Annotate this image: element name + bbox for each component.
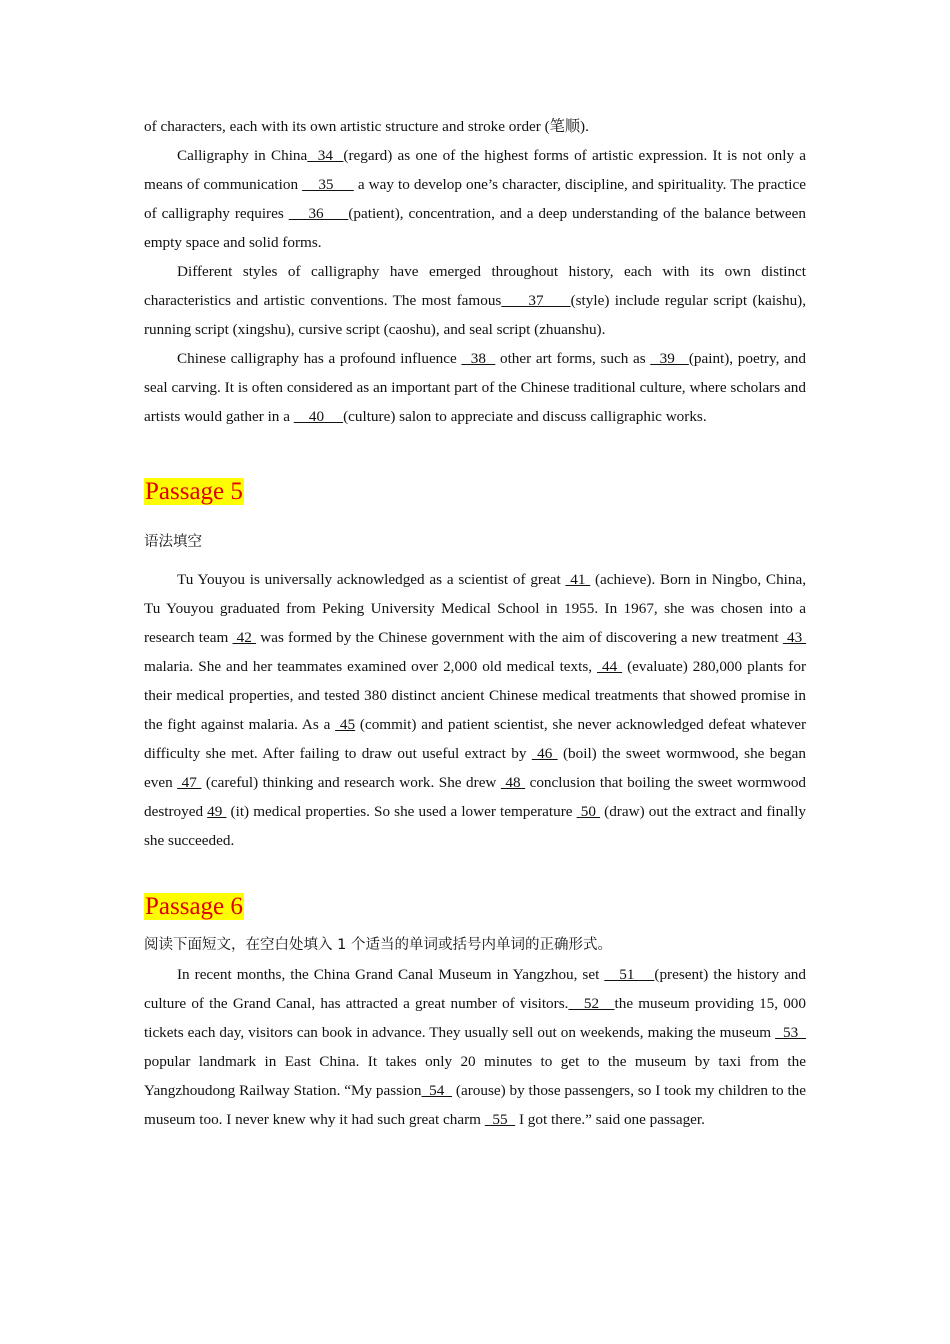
answer-blank: 54 [421, 1082, 453, 1099]
passage5-title: Passage 5 [145, 478, 243, 505]
answer-blank: 55 [484, 1111, 516, 1128]
paragraph-text: (evaluate) 280,000 plants for their medical properties, and tested 380 distinct ancient Chinese medical treatments that showed promise in the fight against malaria. As a [144, 658, 807, 733]
answer-blank: 42 [232, 629, 257, 646]
answer-blank: 47 [177, 774, 202, 791]
paragraph-text: (draw) out the extract and finally she succeeded. [144, 803, 807, 849]
answer-blank: 37 [501, 292, 571, 309]
passage6-instruction: 阅读下面短文，在空白处填入 1 个适当的单词或括号内单词的正确形式。 [144, 937, 612, 953]
answer-blank: 38 [461, 350, 496, 367]
paragraph-text: Chinese calligraphy has a profound influence [177, 350, 462, 367]
passage5-instruction: 语法填空 [144, 534, 202, 550]
paragraph-text: Calligraphy in China [177, 147, 308, 164]
paragraph-text: (style) include regular script (kaishu), running script (xingshu), cursive script (caoshu), and seal script (zhuanshu). [144, 292, 807, 338]
passage6-title: Passage 6 [145, 893, 243, 920]
paragraph-text: (commit) and patient scientist, she never acknowledged defeat whatever difficulty she met. After failing to draw out useful extract by [144, 716, 807, 762]
paragraph-text: (patient), concentration, and a deep understanding of the balance between empty space and solid forms. [144, 205, 807, 251]
passage4-paragraph-2 [144, 257, 806, 344]
passage5-paragraph-1 [144, 565, 806, 855]
answer-blank: 49 [207, 803, 227, 820]
answer-blank: 45 [335, 716, 356, 733]
passage4-paragraph-0 [144, 112, 806, 141]
answer-blank: 44 [597, 658, 623, 675]
paragraph-text: In recent months, the China Grand Canal Museum in Yangzhou, set [177, 966, 605, 983]
answer-blank: 35 [302, 176, 354, 193]
answer-blank: 40 [293, 408, 344, 425]
paragraph-text: of characters, each with its own artistic structure and stroke order (笔顺). [144, 118, 589, 135]
paragraph-text: (careful) thinking and research work. She drew [201, 774, 501, 791]
document-page [144, 112, 806, 1134]
answer-blank: 53 [775, 1024, 806, 1041]
paragraph-text: (achieve). Born in Ningbo, China, Tu Youyou graduated from Peking University Medical School in 1955. In 1967, she was chosen into a research team [144, 571, 807, 646]
passage6-paragraph-1 [144, 960, 806, 1134]
passage4-paragraph-1 [144, 141, 806, 257]
answer-blank: 36 [288, 205, 349, 222]
answer-blank: 41 [565, 571, 591, 588]
paragraph-text: (present) the history and culture of the Grand Canal, has attracted a great number of visitors. [144, 966, 806, 1012]
answer-blank: 51 [604, 966, 655, 983]
paragraph-text: was formed by the Chinese government with the aim of discovering a new treatment [256, 629, 783, 646]
paragraph-text: other art forms, such as [495, 350, 651, 367]
paragraph-text: (culture) salon to appreciate and discuss calligraphic works. [343, 408, 707, 425]
answer-blank: 39 [650, 350, 689, 367]
paragraph-text: (it) medical properties. So she used a lower temperature [226, 803, 577, 820]
answer-blank: 46 [531, 745, 558, 762]
paragraph-text: (regard) as one of the highest forms of artistic expression. It is not only a means of communication [144, 147, 807, 193]
paragraph-text: Different styles of calligraphy have emerged throughout history, each with its own distinct characteristics and artistic conventions. The most famous [144, 263, 806, 309]
paragraph-text: a way to develop one’s character, discipline, and spirituality. The practice of calligraphy requires [144, 176, 806, 222]
answer-blank: 43 [782, 629, 807, 646]
paragraph-text: malaria. She and her teammates examined over 2,000 old medical texts, [144, 658, 598, 675]
paragraph-text: popular landmark in East China. It takes only 20 minutes to get to the museum by taxi from the Yangzhoudong Railway Station. “My passion [144, 1053, 806, 1099]
answer-blank: 52 [568, 995, 615, 1012]
paragraph-text: (paint), poetry, and seal carving. It is often considered as an important part of the Chinese traditional culture, where scholars and artists would gather in a [144, 350, 806, 425]
passage4-paragraph-3 [144, 344, 806, 431]
paragraph-text: Tu Youyou is universally acknowledged as a scientist of great [177, 571, 566, 588]
paragraph-text: conclusion that boiling the sweet wormwood destroyed [144, 774, 807, 820]
paragraph-text: (boil) the sweet wormwood, she began even [144, 745, 807, 791]
paragraph-text: I got there.” said one passager. [515, 1111, 705, 1128]
answer-blank: 50 [576, 803, 601, 820]
answer-blank: 34 [307, 147, 344, 164]
answer-blank: 48 [500, 774, 526, 791]
paragraph-text: the museum providing 15, 000 tickets each day, visitors can book in advance. They usually sell out on weekends, making the museum [144, 995, 806, 1041]
paragraph-text: (arouse) by those passengers, so I took my children to the museum too. I never knew why it had such great charm [144, 1082, 807, 1128]
